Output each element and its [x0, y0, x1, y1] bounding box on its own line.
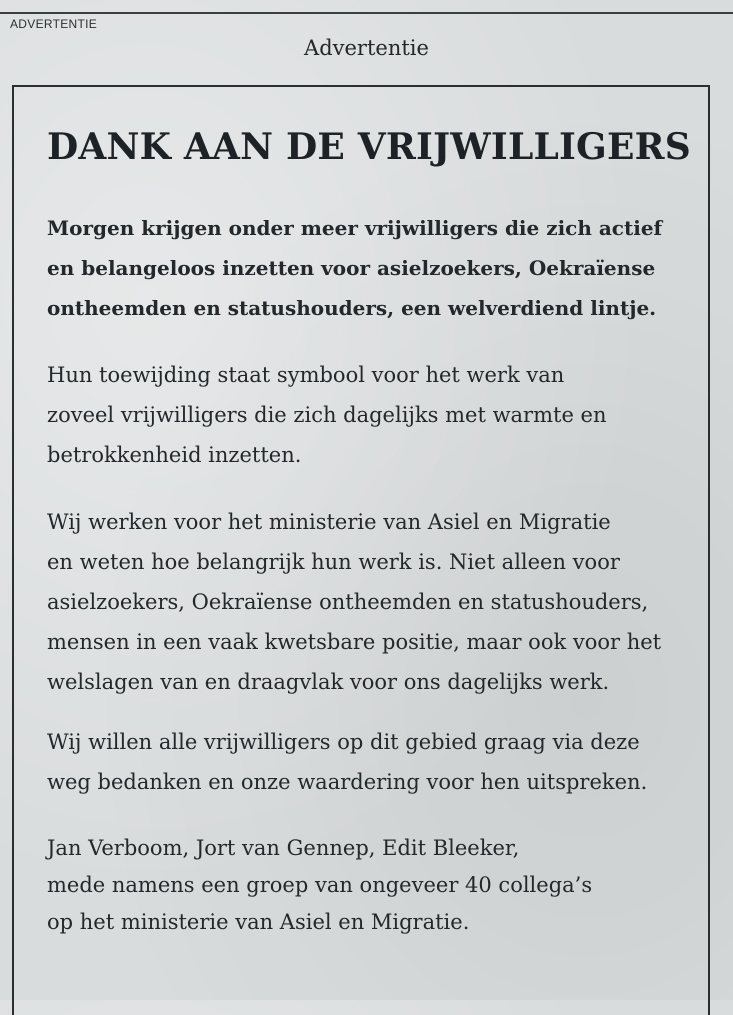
section-label: ADVERTENTIE: [10, 17, 98, 31]
paragraph-line: en weten hoe belangrijk hun werk is. Niet alleen voor: [47, 550, 620, 574]
paragraph-line: zoveel vrijwilligers die zich dagelijks met warmte en: [47, 403, 607, 427]
paragraph-line: Hun toewijding staat symbool voor het werk van: [47, 363, 565, 387]
signature-line: Jan Verboom, Jort van Gennep, Edit Bleeker,: [47, 836, 520, 860]
intro-line: ontheemden en statushouders, een welverdiend lintje.: [47, 296, 657, 320]
paragraph-line: weg bedanken en onze waardering voor hen uitspreken.: [47, 770, 648, 794]
paragraph-line: betrokkenheid inzetten.: [47, 443, 302, 467]
paragraph-ministry: [47, 502, 661, 702]
intro-line: en belangeloos inzetten voor asielzoekers, Oekraïense: [47, 256, 656, 280]
page-title: Advertentie: [304, 36, 429, 60]
paragraph-line: mensen in een vaak kwetsbare positie, maar ook voor het: [47, 630, 662, 654]
intro-line: Morgen krijgen onder meer vrijwilligers die zich actief: [47, 216, 663, 240]
signature-line: mede namens een groep van ongeveer 40 collega’s: [47, 873, 593, 897]
intro-paragraph: [47, 208, 662, 328]
signature-line: op het ministerie van Asiel en Migratie.: [47, 910, 470, 934]
paragraph-line: Wij willen alle vrijwilligers op dit gebied graag via deze: [47, 730, 640, 754]
paragraph-line: welslagen van en draagvlak voor ons dagelijks werk.: [47, 670, 610, 694]
paragraph-thanks: [47, 722, 647, 802]
signature-block: [47, 830, 592, 941]
paragraph-dedication: [47, 355, 607, 475]
paragraph-line: Wij werken voor het ministerie van Asiel en Migratie: [47, 510, 611, 534]
ad-headline: DANK AAN DE VRIJWILLIGERS: [47, 126, 691, 168]
paragraph-line: asielzoekers, Oekraïense ontheemden en statushouders,: [47, 590, 649, 614]
top-rule: [0, 12, 733, 14]
